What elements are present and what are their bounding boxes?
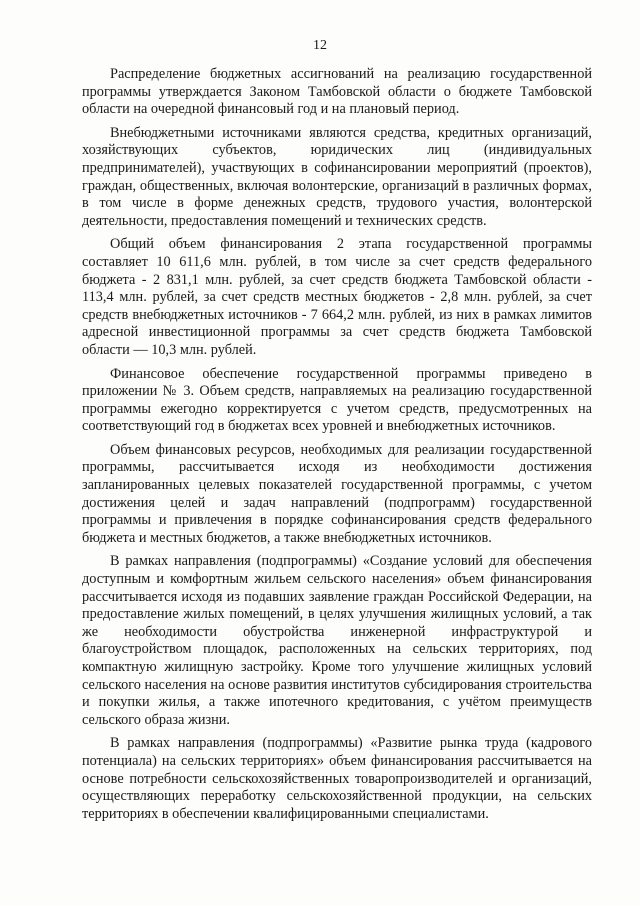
paragraph-total-financing: Общий объем финансирования 2 этапа государственной программы составляет 10 611,6 млн. рублей, в том числе за счет средств федерального бюджета - 2 831,1 млн. рублей, за счет средств бюджета Тамбовской области - 113,4 млн. рублей, за счет средств местных бюджетов - 2,8 млн. рублей, за счет средств внебюджетных источников - 7 664,2 млн. рублей, из них в рамках лимитов адресной инвестиционной программы за счет средств бюджета Тамбовской области — 10,3 млн. рублей. — [82, 236, 592, 358]
body-text — [82, 66, 592, 829]
paragraph-extrabudgetary-sources: Внебюджетными источниками являются средства, кредитных организаций, хозяйствующих субъектов, юридических лиц (индивидуальных предпринимателей), участвующих в софинансировании мероприятий (проектов), граждан, общественных, включая волонтерские, организаций в различных формах, в том числе в форме денежных средств, трудового участия, волонтерской деятельности, предоставления помещений и технических средств. — [82, 124, 592, 229]
paragraph-housing-subprogram: В рамках направления (подпрограммы) «Создание условий для обеспечения доступным и комфортным жильем сельского населения» объем финансирования рассчитывается исходя из подавших заявление граждан Российской Федерации, на предоставление жилых помещений, в целях улучшения жилищных условий, а так же необходимости обустройства инженерной инфраструктурой и благоустройством площадок, расположенных на сельских территориях, под компактную жилищную застройку. Кроме того улучшение жилищных условий сельского населения на основе развития институтов субсидирования строительства и покупки жилья, а также ипотечного кредитования, с учётом преимуществ сельского образа жизни. — [82, 553, 592, 728]
paragraph-financial-resources: Объем финансовых ресурсов, необходимых для реализации государственной программы, рассчитывается исходя из необходимости достижения запланированных целевых показателей государственной программы, с учетом достижения целей и задач направлений (подпрограмм) государственной программы и привлечения в порядке софинансирования средств федерального бюджета и местных бюджетов, а также внебюджетных источников. — [82, 441, 592, 546]
page-number: 12 — [313, 38, 327, 53]
paragraph-financial-support: Финансовое обеспечение государственной программы приведено в приложении № 3. Объем средств, направляемых на реализацию государственной программы ежегодно корректируется с учетом средств, предусмотренных на соответствующий год в бюджетах всех уровней и внебюджетных источников. — [82, 365, 592, 435]
paragraph-labor-market-subprogram: В рамках направления (подпрограммы) «Развитие рынка труда (кадрового потенциала) на сельских территориях» объем финансирования рассчитывается на основе потребности сельскохозяйственных товаропроизводителей и организаций, осуществляющих переработку сельскохозяйственной продукции, на сельских территориях в обеспечении квалифицированными специалистами. — [82, 735, 592, 822]
paragraph-budget-allocation: Распределение бюджетных ассигнований на реализацию государственной программы утверждается Законом Тамбовской области о бюджете Тамбовской области на очередной финансовый год и на плановый период. — [82, 66, 592, 118]
